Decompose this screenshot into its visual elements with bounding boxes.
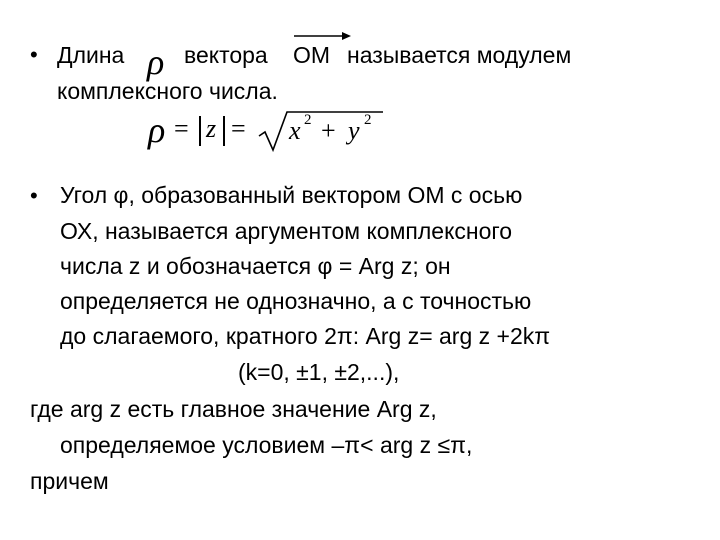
text-vector: вектора: [184, 42, 268, 68]
abs-bar-left: [199, 116, 201, 146]
abs-bar-right: [223, 116, 225, 146]
bullet-1: •: [30, 42, 38, 67]
para3-line-1: где arg z есть главное значение Arg z,: [30, 396, 437, 422]
vector-om-label: OM: [293, 42, 331, 68]
rho-symbol: ρ: [147, 42, 165, 82]
para3-line-2: определяемое условием –π< arg z ≤π,: [60, 432, 473, 458]
formula-x-exponent: 2: [304, 112, 312, 128]
text-length: Длина: [57, 42, 125, 68]
formula-y-exponent: 2: [364, 112, 372, 128]
para3-line-3: причем: [30, 468, 109, 494]
vector-arrow-icon: [293, 30, 353, 42]
para2-line-4: определяется не однозначно, а с точностью: [60, 288, 532, 314]
bullet-2: •: [30, 183, 38, 208]
para2-line-2: ОХ, называется аргументом комплексного: [60, 218, 513, 244]
formula-x: x: [289, 116, 301, 145]
formula-z: z: [206, 114, 217, 143]
para2-line-3: числа z и обозначается φ = Arg z; он: [60, 253, 451, 279]
para2-line-1: Угол φ, образованный вектором ОМ с осью: [60, 182, 523, 208]
text-complex-number: комплексного числа.: [57, 78, 278, 104]
formula-y: y: [348, 116, 360, 145]
para2-line-6: (k=0, ±1, ±2,...),: [238, 359, 400, 385]
formula-equals-2: =: [231, 114, 246, 143]
formula-plus: +: [321, 116, 336, 145]
formula-equals-1: =: [174, 114, 189, 143]
para2-line-5: до слагаемого, кратного 2π: Arg z= arg z +2kπ: [60, 323, 551, 349]
text-called-modulus: называется модулем: [347, 42, 572, 68]
formula-rho: ρ: [148, 110, 166, 150]
